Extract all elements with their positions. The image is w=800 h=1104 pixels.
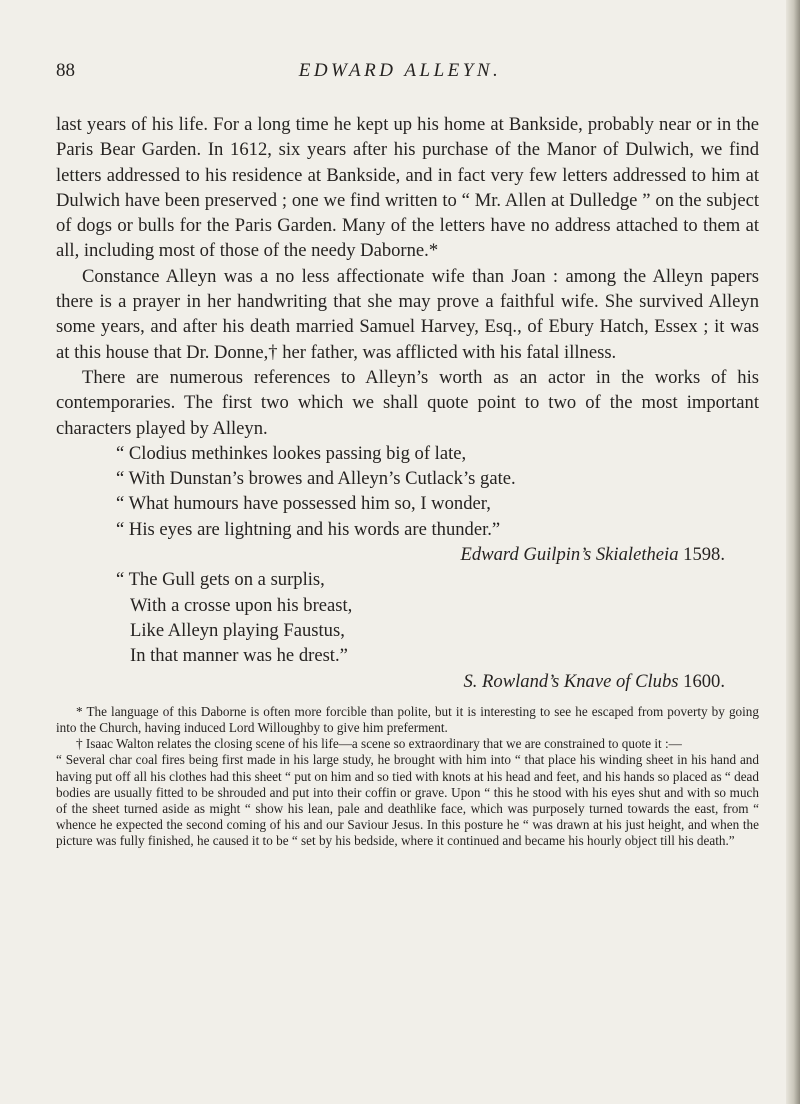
verse-quote-2 [56,567,759,668]
paragraph-2: Constance Alleyn was a no less affectionate wife than Joan : among the Alleyn papers there is a prayer in her handwriting that she may prove a faithful wife. She survived Alleyn some years, and after his death married Samuel Harvey, Esq., of Ebury Hatch, Essex ; it was at this house that Dr. Donne,† her father, was afflicted with his fatal illness. [56,265,759,363]
verse-line: With a crosse upon his breast, [130,594,353,616]
verse-quote-1 [56,441,759,542]
citation-year: 1598. [683,544,725,566]
footnote-2-quote: “ Several char coal fires being first made in his large study, he brought with him into “ that place his winding sheet in his hand and having put off all his clothes had this sheet “ put on him and so tied with knots at his head and feet, and his hands so placed as “ dead bodies are usually fitted to be shrouded and put into their coffin or grave. Upon “ this he stood with his eyes shut and with so much of the sheet turned aside as might “ show his lean, pale and deathlike face, which was purposely turned towards the east, from “ whence he expected the second coming of his and our Saviour Jesus. In this posture he “ was drawn at his just height, and when the picture was fully finished, he caused it to be “ set by his bedside, where it continued and became his hourly object till his death.” [56,752,759,849]
running-title: EDWARD ALLEYN. [298,60,502,81]
citation-1 [56,542,759,567]
verse-line: “ His eyes are lightning and his words are thunder.” [116,518,501,540]
paragraph-1: last years of his life. For a long time he kept up his home at Bankside, probably near or in the Paris Bear Garden. In 1612, six years after his purchase of the Manor of Dulwich, we find letters addressed to his residence at Bankside, and in fact very few letters addressed to him at Dulwich have been preserved ; one we find written to “ Mr. Allen at Dulledge ” on the subject of dogs or bulls for the Paris Garden. Many of the letters have no address attached to them at all, including most of those of the needy Daborne.* [56,114,759,262]
page-edge-shadow [786,0,800,1104]
verse-line: “ Clodius methinkes lookes passing big of late, [116,442,467,464]
page-body [56,112,759,850]
footnotes [56,704,759,850]
page-header [0,60,800,92]
verse-line: In that manner was he drest.” [130,645,348,667]
verse-line: “ The Gull gets on a surplis, [116,569,325,591]
footnote-1: * The language of this Daborne is often more forcible than polite, but it is interesting to see he escaped from poverty by going into the Church, having induced Lord Willoughby to give him preferment. [56,703,759,736]
paragraph-3: There are numerous references to Alleyn’s worth as an actor in the works of his contemporaries. The first two which we shall quote point to two of the most important characters played by Alleyn. [56,366,759,439]
verse-line: “ With Dunstan’s browes and Alleyn’s Cutlack’s gate. [116,468,516,490]
citation-work: S. Rowland’s Knave of Clubs [463,670,679,692]
citation-year: 1600. [683,670,725,692]
verse-line: “ What humours have possessed him so, I wonder, [116,493,491,515]
verse-line: Like Alleyn playing Faustus, [130,619,345,641]
citation-work: Edward Guilpin’s Skialetheia [460,544,679,566]
footnote-2: † Isaac Walton relates the closing scene of his life—a scene so extraordinary that we are constrained to quote it :— [76,736,682,752]
page-number: 88 [56,60,75,81]
citation-2 [56,669,759,694]
